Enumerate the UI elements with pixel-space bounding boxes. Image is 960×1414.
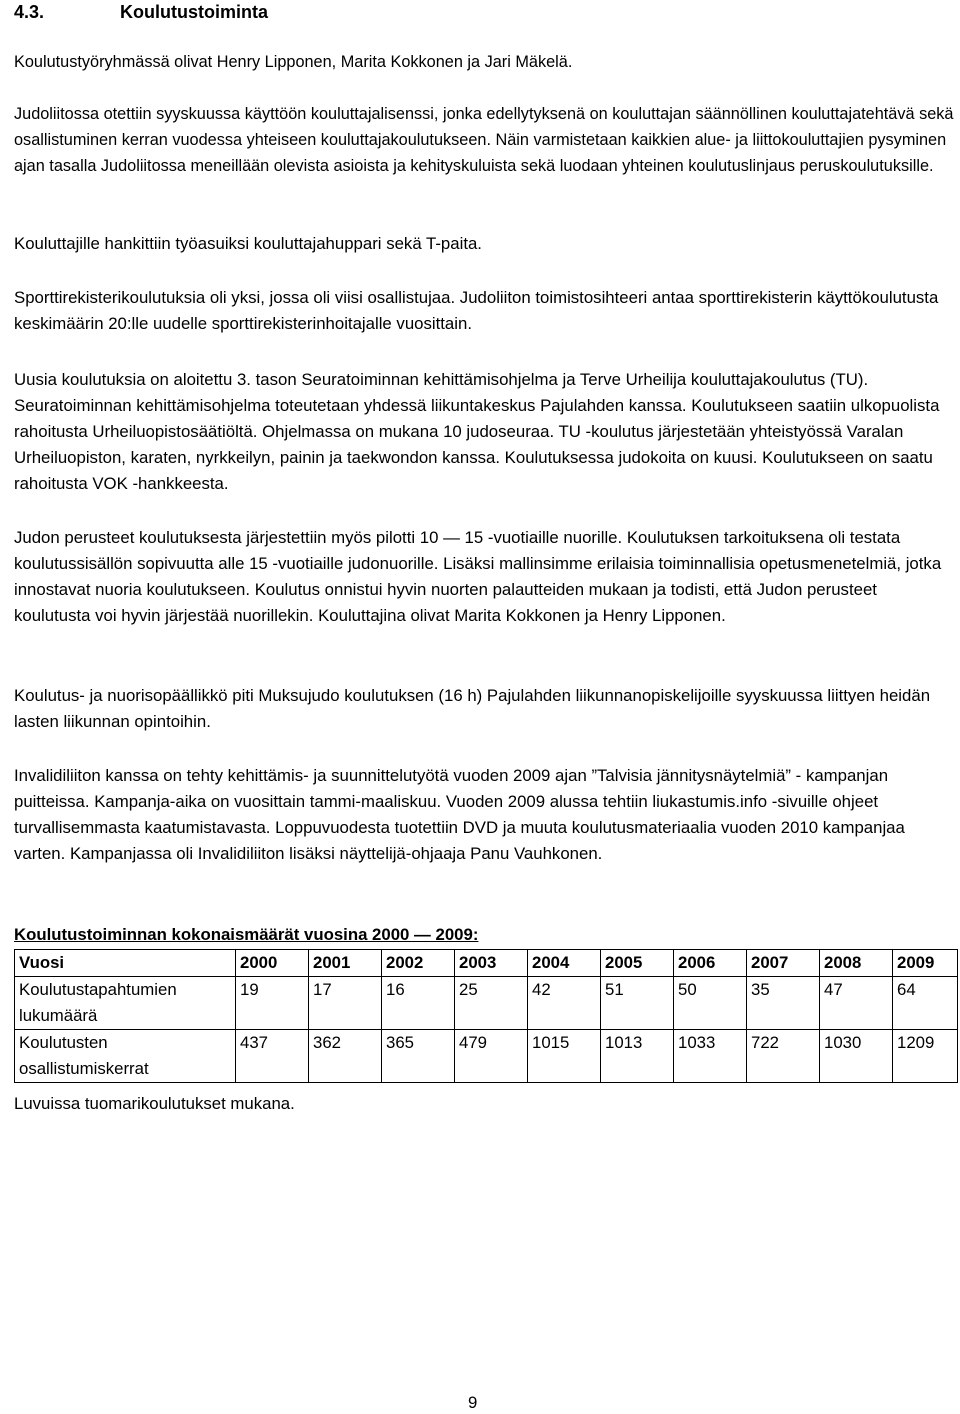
paragraph-trainer-clothing: Kouluttajille hankittiin työasuiksi kouluttajahuppari sekä T-paita. [14, 234, 482, 253]
header-cell: 2008 [820, 950, 893, 977]
paragraph-new-trainings: Uusia koulutuksia on aloitettu 3. tason Seuratoiminnan kehittämisohjelma ja Terve Urheilija kouluttajakoulutus (TU). Seuratoiminnan kehittämisohjelma toteutetaan yhdessä liikuntakeskus Pajulahden kanssa. Koulutukseen saatiin ulkopuolista rahoitusta Urheiluopistosäätiöltä. Ohjelmassa on mukana 10 judoseuraa. TU -koulutus järjestetään yhteistyössä Varalan Urheiluopiston, karaten, nyrkkeilyn, painin ja taekwondon kanssa. Koulutuksessa judokoita on kuusi. Koulutukseen on saatu rahoitusta VOK -hankkeesta. [14, 370, 940, 493]
table-cell: 42 [528, 977, 601, 1030]
header-cell: 2002 [382, 950, 455, 977]
table-title: Koulutustoiminnan kokonaismäärät vuosina 2000 — 2009: [14, 925, 479, 944]
table-cell: 25 [455, 977, 528, 1030]
table-cell: 479 [455, 1030, 528, 1083]
paragraph-invalidiliitto: Invalidiliiton kanssa on tehty kehittämis- ja suunnittelutyötä vuoden 2009 ajan ”Talvisia jännitysnäytelmiä” - kampanjan puitteissa. Kampanja-aika on vuosittain tammi-maaliskuu. Vuoden 2009 alussa tehtiin liukastumis.info -sivuille ohjeet turvallisemmasta kaatumistavasta. Loppuvuodesta tuotettiin DVD ja muuta koulutusmateriaalia vuoden 2010 kampanjaa varten. Kampanjassa oli Invalidiliiton lisäksi näyttelijä-ohjaaja Panu Vauhkonen. [14, 766, 905, 863]
table-cell: 362 [309, 1030, 382, 1083]
table-cell: 17 [309, 977, 382, 1030]
header-cell: 2000 [236, 950, 309, 977]
table-cell: 437 [236, 1030, 309, 1083]
section-title: Koulutustoiminta [120, 2, 268, 22]
table-cell: 722 [747, 1030, 820, 1083]
table-row [15, 977, 958, 1030]
header-cell: 2006 [674, 950, 747, 977]
table-cell: 47 [820, 977, 893, 1030]
training-statistics-table [14, 949, 958, 1083]
header-cell: Vuosi [15, 950, 236, 977]
table-cell: 64 [893, 977, 958, 1030]
header-cell: 2001 [309, 950, 382, 977]
paragraph-judo-basics-pilot: Judon perusteet koulutuksesta järjestettiin myös pilotti 10 — 15 -vuotiaille nuorille. Koulutuksen tarkoituksena oli testata koulutussisällön sopivuutta alle 15 -vuotiaille judonuorille. Lisäksi mallinsimme erilaisia toiminnallisia opetusmenetelmiä, jotka innostavat nuoria koulutukseen. Koulutus onnistui hyvin nuorten palautteiden mukaan ja todisti, että Judon perusteet koulutusta voi hyvin järjestää nuorillekin. Kouluttajina olivat Marita Kokkonen ja Henry Lipponen. [14, 528, 942, 625]
header-cell: 2004 [528, 950, 601, 977]
row-label: Koulutusten osallistumiskerrat [15, 1030, 236, 1083]
section-heading [14, 0, 268, 24]
header-cell: 2005 [601, 950, 674, 977]
table-cell: 1030 [820, 1030, 893, 1083]
section-number: 4.3. [14, 2, 45, 22]
table-cell: 1015 [528, 1030, 601, 1083]
paragraph-sport-registry: Sporttirekisterikoulutuksia oli yksi, jossa oli viisi osallistujaa. Judoliiton toimistosihteeri antaa sporttirekisterin käyttökoulutusta keskimäärin 20:lle uudelle sporttirekisterinhoitajalle vuosittain. [14, 288, 939, 333]
table-cell: 16 [382, 977, 455, 1030]
table-header-row [15, 950, 958, 977]
table-cell: 1033 [674, 1030, 747, 1083]
row-label: Koulutustapahtumien lukumäärä [15, 977, 236, 1030]
table-note: Luvuissa tuomarikoulutukset mukana. [14, 1094, 295, 1113]
header-cell: 2009 [893, 950, 958, 977]
page-number: 9 [468, 1393, 478, 1412]
table-cell: 365 [382, 1030, 455, 1083]
paragraph-working-group: Koulutustyöryhmässä olivat Henry Lipponen, Marita Kokkonen ja Jari Mäkelä. [14, 53, 573, 71]
header-cell: 2007 [747, 950, 820, 977]
table-row [15, 1030, 958, 1083]
table-cell: 19 [236, 977, 309, 1030]
table-cell: 50 [674, 977, 747, 1030]
table-cell: 1013 [601, 1030, 674, 1083]
paragraph-muksujudo: Koulutus- ja nuorisopäällikkö piti Muksujudo koulutuksen (16 h) Pajulahden liikunnanopiskelijoille syyskuussa liittyen heidän lasten liikunnan opintoihin. [14, 686, 931, 731]
paragraph-trainer-license: Judoliitossa otettiin syyskuussa käyttöön kouluttajalisenssi, jonka edellytyksenä on kouluttajan säännöllinen kouluttajatehtävä sekä osallistuminen kerran vuodessa yhteiseen kouluttajakoulutukseen. Näin varmistetaan kaikkien alue- ja liittokouluttajien pysyminen ajan tasalla Judoliitossa meneillään olevista asioista ja kehityskuluista sekä luodaan yhteinen koulutuslinjaus peruskoulutuksille. [14, 105, 954, 175]
header-cell: 2003 [455, 950, 528, 977]
table-cell: 1209 [893, 1030, 958, 1083]
table-cell: 35 [747, 977, 820, 1030]
table-cell: 51 [601, 977, 674, 1030]
